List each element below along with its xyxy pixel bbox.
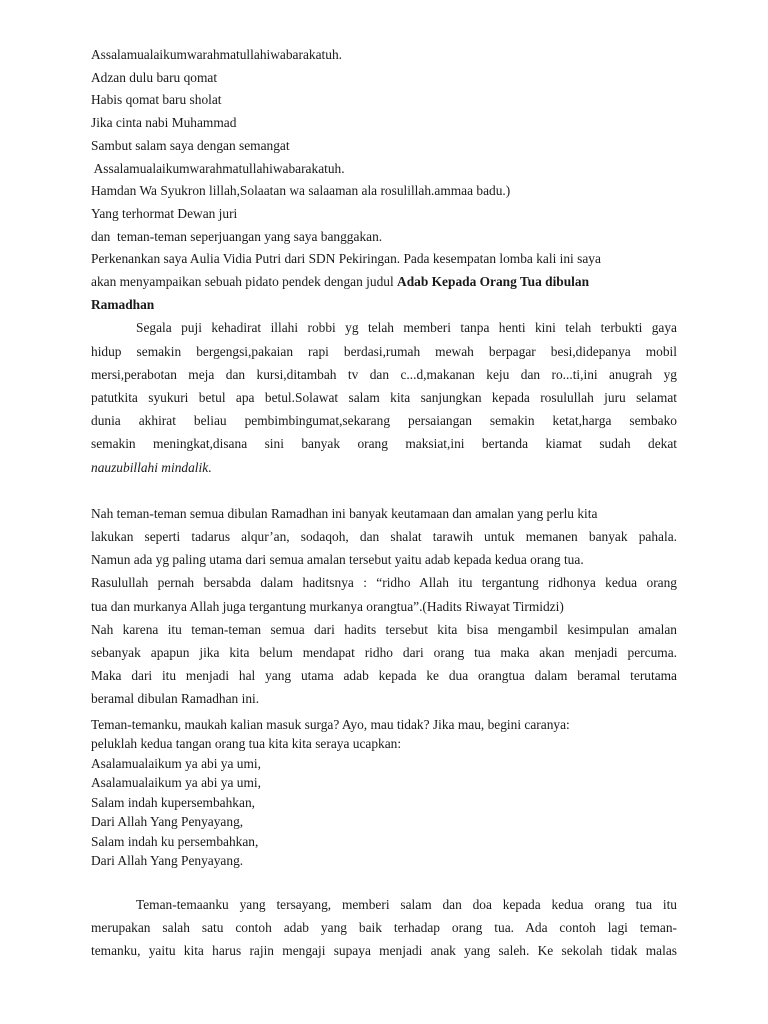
document-page: [91, 44, 677, 962]
speech-title-continued: Ramadhan: [91, 296, 155, 312]
opening-line: Assalamualaikumwarahmatullahiwabarakatuh.: [91, 47, 342, 62]
paragraph-line: temanku, yaitu kita harus rajin mengaji supaya menjadi anak yang saleh. Ke sekolah tidak malas: [91, 943, 677, 959]
paragraph-line: beramal dibulan Ramadhan ini.: [91, 691, 260, 707]
paragraph-line: [91, 456, 677, 479]
opening-line: Habis qomat baru sholat: [91, 92, 222, 108]
poem-line: peluklah kedua tangan orang tua kita kita seraya ucapkan:: [91, 736, 402, 752]
intro-section: [91, 248, 677, 316]
paragraph-line: Segala puji kehadirat illahi robbi yg telah memberi tanpa henti kini telah terbukti gaya: [136, 320, 677, 336]
period: .: [208, 459, 212, 475]
opening-line: Hamdan Wa Syukron lillah,Solaatan wa salaaman ala rosulillah.ammaa badu.): [91, 183, 511, 199]
paragraph-line: dunia akhirat beliau pembimbingumat,sekarang persaiangan semakin ketat,harga sembako: [91, 413, 677, 429]
poem-line: Teman-temanku, maukah kalian masuk surga? Ayo, mau tidak? Jika mau, begini caranya:: [91, 716, 570, 732]
paragraph-line: patutkita syukuri betul apa betul.Solawat salam kita sanjungkan kepada rosulullah juru selamat: [91, 390, 677, 406]
paragraph-line: Nah karena itu teman-teman semua dari hadits tersebut kita bisa mengambil kesimpulan amalan: [91, 621, 677, 637]
poem-line: Salam indah kupersembahkan,: [91, 794, 255, 810]
italic-phrase: nauzubillahi mindalik: [91, 459, 209, 475]
intro-text: akan menyampaikan sebuah pidato pendek dengan judul: [91, 274, 398, 290]
paragraph-line: semakin meningkat,disana sini banyak orang maksiat,ini bertanda kiamat sudah dekat: [91, 436, 677, 452]
spacer: [91, 479, 677, 502]
paragraph-line: Nah teman-teman semua dibulan Ramadhan ini banyak keutamaan dan amalan yang perlu kita: [91, 505, 598, 521]
paragraph-line: sebanyak apapun jika kita belum mendapat ridho dari orang tua maka akan menjadi percuma.: [91, 645, 677, 661]
opening-line: Jika cinta nabi Muhammad: [91, 115, 237, 131]
poem-line: Salam indah ku persembahkan,: [91, 833, 259, 849]
paragraph-line: lakukan seperti tadarus alqur’an, sodaqoh, dan shalat tarawih untuk memanen banyak pahala.: [91, 529, 677, 545]
intro-line: Perkenankan saya Aulia Vidia Putri dari SDN Pekiringan. Pada kesempatan lomba kali ini saya: [91, 251, 601, 267]
poem-line: Dari Allah Yang Penyayang.: [91, 853, 244, 869]
opening-line: Yang terhormat Dewan juri: [91, 205, 238, 221]
paragraph-line: Teman-temaanku yang tersayang, memberi salam dan doa kepada kedua orang tua itu: [136, 896, 677, 912]
paragraph-line: merupakan salah satu contoh adab yang baik terhadap orang tua. Ada contoh lagi teman-: [91, 919, 677, 935]
paragraph-praise: [91, 316, 677, 478]
opening-section: [91, 44, 677, 248]
opening-line: Sambut salam saya dengan semangat: [91, 137, 290, 153]
poem-line: Asalamualaikum ya abi ya umi,: [91, 775, 261, 791]
poem-section: [91, 715, 677, 871]
paragraph-line: Rasulullah pernah bersabda dalam haditsnya : “ridho Allah itu tergantung ridhonya kedua orang: [91, 575, 677, 591]
poem-line: Asalamualaikum ya abi ya umi,: [91, 755, 261, 771]
paragraph-salam: [91, 893, 677, 963]
poem-line: Dari Allah Yang Penyayang,: [91, 814, 244, 830]
paragraph-line: Namun ada yg paling utama dari semua amalan tersebut yaitu adab kepada kedua orang tua.: [91, 552, 584, 568]
opening-line: Adzan dulu baru qomat: [91, 69, 218, 85]
intro-line: [91, 294, 677, 317]
paragraph-line: mersi,perabotan meja dan kursi,ditambah tv dan c...d,makanan keju dan ro...ti,ini anugrah yg: [91, 366, 677, 382]
paragraph-ramadhan: [91, 502, 677, 711]
paragraph-line: Maka dari itu menjadi hal yang utama adab kepada ke dua orangtua dalam beramal terutama: [91, 668, 677, 684]
speech-title: Adab Kepada Orang Tua dibulan: [397, 274, 590, 290]
intro-line: [91, 271, 677, 294]
opening-line: dan teman-teman seperjuangan yang saya banggakan.: [91, 228, 383, 244]
paragraph-line: tua dan murkanya Allah juga tergantung murkanya orangtua”.(Hadits Riwayat Tirmidzi): [91, 598, 564, 614]
paragraph-line: hidup semakin bergengsi,pakaian rapi berdasi,rumah mewah berpagar besi,didepanya mobil: [91, 343, 677, 359]
spacer: [91, 871, 677, 893]
opening-line: Assalamualaikumwarahmatullahiwabarakatuh.: [91, 160, 345, 176]
